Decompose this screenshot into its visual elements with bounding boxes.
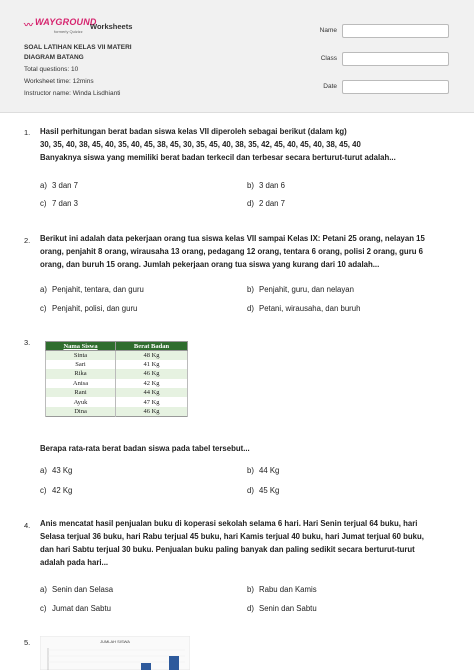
question-5-chart: [40, 636, 190, 670]
table-cell: 44 Kg: [116, 388, 188, 397]
q3-option-b[interactable]: b) 44 Kg: [247, 466, 280, 475]
table-row: [46, 360, 188, 369]
q1-option-d[interactable]: d) 2 dan 7: [247, 199, 286, 208]
logo-subtext: formerly Quizizz: [54, 29, 83, 34]
q4-option-a[interactable]: a) Senin dan Selasa: [40, 585, 114, 594]
q2-option-d[interactable]: d) Petani, wirausaha, dan buruh: [247, 304, 361, 313]
q4-option-b[interactable]: b) Rabu dan Kamis: [247, 585, 317, 594]
table-cell: Ayuk: [46, 397, 116, 406]
instructor-name: Instructor name: Winda Lisdhianti: [24, 90, 121, 97]
logo-text: WAYGROUND: [35, 17, 97, 27]
q4-option-c[interactable]: c) Jumat dan Sabtu: [40, 604, 111, 613]
question-text-line: Banyaknya siswa yang memiliki berat badan terkecil dan terbesar secara berturut-turut adalah...: [40, 153, 396, 162]
q1-option-b[interactable]: b) 3 dan 6: [247, 181, 286, 190]
question-text-line: 30, 35, 40, 38, 45, 40, 35, 40, 45, 38, 45, 30, 35, 45, 40, 38, 35, 42, 45, 40, 45, 40, 38, 45, 40: [40, 140, 361, 149]
weight-table: [45, 341, 188, 417]
table-cell: 42 Kg: [116, 379, 188, 388]
table-cell: 46 Kg: [116, 407, 188, 416]
table-cell: Sinta: [46, 351, 116, 360]
question-2-text: [40, 232, 452, 271]
worksheet-header: [0, 0, 474, 113]
q3-option-c[interactable]: c) 42 Kg: [40, 486, 73, 495]
table-cell: Anisa: [46, 379, 116, 388]
question-text-line: Berapa rata-rata berat badan siswa pada tabel tersebut...: [40, 444, 250, 453]
table-row: [46, 407, 188, 416]
question-1-text: [40, 125, 452, 164]
table-row: [46, 369, 188, 378]
q1-option-a[interactable]: a) 3 dan 7: [40, 181, 79, 190]
question-text-line: orang, dan buruh 15 orang. Jumlah pekerjaan orang tua siswa yang kurang dari 10 adalah...: [40, 260, 380, 269]
worksheets-label: Worksheets: [90, 22, 133, 31]
total-questions: Total questions: 10: [24, 66, 79, 73]
logo-mark-icon: 〰: [24, 21, 34, 31]
table-row: [46, 397, 188, 406]
worksheet-title-line2: DIAGRAM BATANG: [24, 54, 84, 61]
question-text-line: Anis mencatat hasil penjualan buku di koperasi sekolah selama 6 hari. Hari Senin terjual 64 buku, hari: [40, 519, 418, 528]
q2-option-b[interactable]: b) Penjahit, guru, dan nelayan: [247, 285, 354, 294]
name-field[interactable]: [342, 24, 449, 38]
table-cell: Rani: [46, 388, 116, 397]
question-text-line: Selasa terjual 36 buku, hari Rabu terjual 45 buku, hari Kamis terjual 40 buku, hari Jumat terjual 60 buku,: [40, 532, 424, 541]
question-text-line: adalah pada hari...: [40, 558, 109, 567]
chart-bar: [141, 663, 151, 670]
name-label: Name: [319, 27, 337, 34]
table-cell: Rika: [46, 369, 116, 378]
table-cell: 46 Kg: [116, 369, 188, 378]
class-field[interactable]: [342, 52, 449, 66]
question-number: 3.: [24, 338, 31, 347]
question-text-line: Hasil perhitungan berat badan siswa kelas VII diperoleh sebagai berikut (dalam kg): [40, 127, 347, 136]
question-4-text: [40, 517, 452, 569]
q2-option-a[interactable]: a) Penjahit, tentara, dan guru: [40, 285, 144, 294]
table-row: [46, 388, 188, 397]
table-cell: Dina: [46, 407, 116, 416]
table-cell: 47 Kg: [116, 397, 188, 406]
question-text-line: orang, penjahit 8 orang, wirausaha 13 orang, pedagang 12 orang, tentara 6 orang, polisi 2 orang, guru 6: [40, 247, 423, 256]
question-number: 2.: [24, 236, 31, 245]
table-row: [46, 351, 188, 360]
table-row: [46, 379, 188, 388]
q2-option-c[interactable]: c) Penjahit, polisi, dan guru: [40, 304, 138, 313]
question-text-line: Berikut ini adalah data pekerjaan orang tua siswa kelas VII sampai Kelas IX: Petani 25 orang, nelayan 15: [40, 234, 425, 243]
worksheet-time: Worksheet time: 12mins: [24, 78, 94, 85]
wayground-logo: [24, 17, 97, 37]
date-field[interactable]: [342, 80, 449, 94]
table-cell: 48 Kg: [116, 351, 188, 360]
question-text-line: dan hari Sabtu terjual 30 buku. Penjualan buku paling banyak dan paling sedikit secara berturut-turut: [40, 545, 415, 554]
q1-option-c[interactable]: c) 7 dan 3: [40, 199, 79, 208]
class-label: Class: [320, 55, 337, 62]
chart-title: JUMLAH SISWA: [100, 639, 130, 644]
question-number: 5.: [24, 638, 31, 647]
bar-chart-thumbnail: [40, 636, 190, 670]
date-label: Date: [323, 83, 337, 90]
worksheet-title-line1: SOAL LATIHAN KELAS VII MATERI: [24, 44, 132, 51]
table-cell: Sari: [46, 360, 116, 369]
question-number: 4.: [24, 521, 31, 530]
chart-bar: [169, 656, 179, 670]
q4-option-d[interactable]: d) Senin dan Sabtu: [247, 604, 317, 613]
question-3-text: [40, 442, 452, 455]
q3-option-a[interactable]: a) 43 Kg: [40, 466, 73, 475]
table-cell: 41 Kg: [116, 360, 188, 369]
question-number: 1.: [24, 128, 31, 137]
table-header: Nama Siswa: [46, 342, 116, 351]
table-header: Berat Badan: [116, 342, 188, 351]
q3-option-d[interactable]: d) 45 Kg: [247, 486, 280, 495]
